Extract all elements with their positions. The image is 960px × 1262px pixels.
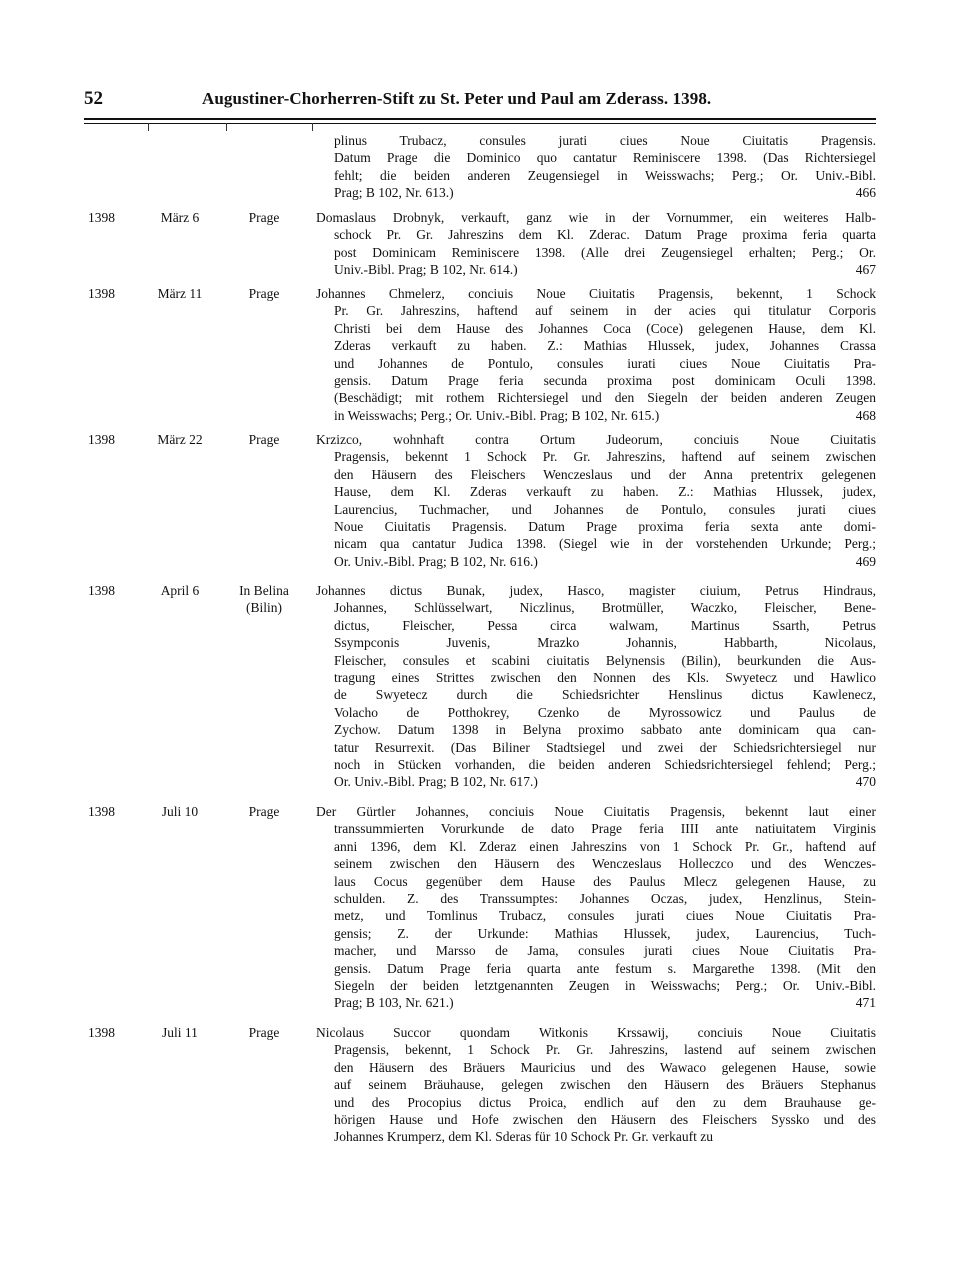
entry-date: März 11 bbox=[157, 286, 203, 301]
line-text: Noue Ciuitatis Pragensis. Datum Prage proxima feria sexta ante domi- bbox=[334, 519, 876, 535]
text-line bbox=[316, 1111, 876, 1128]
line-text: (Beschädigt; mit rothem Richtersiegel und den Siegeln der beiden anderen Zeugen bbox=[334, 390, 876, 406]
text-line bbox=[316, 407, 876, 424]
line-text: tragung eines Strittes zwischen den Nonnen des Kls. Swyetecz und Hawlico bbox=[334, 670, 876, 686]
text-line bbox=[316, 244, 876, 261]
line-text: und Johannes de Pontulo, consules iurati ciues Noue Ciuitatis Pra- bbox=[334, 355, 876, 371]
text-line bbox=[316, 355, 876, 372]
line-text: Zychow. Datum 1398 in Belyna proximo sabbato ante dominicam qua can- bbox=[334, 722, 876, 738]
line-text: schulden. Z. des Transsumptes: Johannes Oczas, judex, Henzlinus, Stein- bbox=[334, 891, 876, 907]
page-header bbox=[84, 88, 876, 114]
line-text: Ssympconis Juvenis, Mrazko Johannis, Habbarth, Nicolaus, bbox=[334, 635, 876, 651]
line-text: post Dominicam Reminiscere 1398. (Alle drei Zeugensiegel erhalten; Perg.; Or. bbox=[334, 244, 876, 260]
line-text: Univ.-Bibl. Prag; B 102, Nr. 614.) bbox=[334, 262, 518, 278]
text-line bbox=[316, 372, 876, 389]
entry-date: Juli 10 bbox=[161, 804, 199, 819]
text-line bbox=[316, 448, 876, 465]
text-line bbox=[316, 149, 876, 166]
line-text: schock Pr. Gr. Jahreszins dem Kl. Zderac. Datum Prage proxima feria quarta bbox=[334, 227, 876, 243]
entry-number: 469 bbox=[855, 553, 876, 569]
text-line bbox=[316, 925, 876, 942]
text-line bbox=[316, 907, 876, 924]
text-line bbox=[316, 739, 876, 756]
text-line bbox=[316, 599, 876, 616]
entry-text bbox=[316, 1024, 876, 1146]
line-text: Pragensis, bekennt, 1 Schock Pr. Gr. Jahreszins, lastend auf seinem zwischen bbox=[334, 1042, 876, 1058]
header-rule-thick bbox=[84, 118, 876, 120]
text-line bbox=[316, 431, 876, 448]
line-text: gensis. Datum Prage feria quarta ante festum s. Margarethe 1398. (Mit den bbox=[334, 960, 876, 976]
line-text: und des Procopius dictus Proica, endlich auf den zu dem Brauhause ge- bbox=[334, 1094, 876, 1110]
line-text: Der Gürtler Johannes, conciuis Noue Ciuitatis Pragensis, bekennt laut einer bbox=[316, 804, 876, 819]
line-text: Prag; B 102, Nr. 613.) bbox=[334, 185, 454, 201]
text-line bbox=[316, 167, 876, 184]
text-line bbox=[316, 617, 876, 634]
text-line bbox=[316, 855, 876, 872]
text-line bbox=[316, 686, 876, 703]
line-text: de Swyetecz durch die Schiedsrichter Henslinus dictus Kawlenecz, bbox=[334, 687, 876, 703]
line-text: Laurencius, Tuchmacher, und Johannes de Pontulo, consules jurati ciues bbox=[334, 501, 876, 517]
line-text: Johannes Chmelerz, conciuis Noue Ciuitatis Pragensis, bekennt, 1 Schock bbox=[316, 286, 876, 301]
entry-number: 466 bbox=[855, 185, 876, 201]
line-text: auf seinem Bräuhause, gelegen zwischen den Häusern des Bräuers Stephanus bbox=[334, 1077, 876, 1093]
entry-number: 470 bbox=[855, 774, 876, 790]
line-text: tatur Resurrexit. (Das Biliner Stadtsiegel und zwei der Schiedsrichtersiegel nur bbox=[334, 739, 876, 755]
entry-date: März 22 bbox=[157, 432, 203, 447]
line-text: noch in Stücken vorhanden, die beiden anderen Schiedsrichtersiegel fehlend; Perg.; bbox=[334, 757, 876, 773]
line-text: Johannes Krumperz, dem Kl. Sderas für 10 Schock Pr. Gr. verkauft zu bbox=[334, 1129, 714, 1145]
line-text: Johannes, Schlüsselwart, Niczlinus, Brotmüller, Waczko, Fleischer, Bene- bbox=[334, 600, 876, 616]
entry-text bbox=[316, 803, 876, 1012]
line-text: Pr. Gr. Jahreszins, haftend auf seinem in der acies qui titulatur Corporis bbox=[334, 303, 876, 319]
text-line bbox=[316, 960, 876, 977]
line-text: gensis. Datum Prage feria secunda proxima post dominicam Oculi 1398. bbox=[334, 373, 876, 389]
text-line bbox=[316, 466, 876, 483]
text-line bbox=[316, 337, 876, 354]
text-line bbox=[316, 132, 876, 149]
entry-year: 1398 bbox=[88, 804, 115, 819]
line-text: Volacho de Potthokrey, Czenko de Myrossowicz und Paulus de bbox=[334, 704, 876, 720]
entry-text bbox=[316, 132, 876, 202]
entry-place: Prage bbox=[248, 804, 280, 819]
text-line bbox=[316, 209, 876, 226]
line-text: den Häusern des Fleischers Wenczeslaus und der Anna pretentrix gelegenen bbox=[334, 466, 876, 482]
text-line bbox=[316, 518, 876, 535]
text-line bbox=[316, 652, 876, 669]
line-text: in Weisswachs; Perg.; Or. Univ.-Bibl. Prag; B 102, Nr. 615.) bbox=[334, 407, 660, 423]
line-text: Or. Univ.-Bibl. Prag; B 102, Nr. 616.) bbox=[334, 553, 538, 569]
text-line bbox=[316, 1024, 876, 1041]
entry-text bbox=[316, 582, 876, 791]
text-line bbox=[316, 977, 876, 994]
text-line bbox=[316, 501, 876, 518]
entry-date: April 6 bbox=[160, 583, 200, 598]
text-line bbox=[316, 261, 876, 278]
line-text: metz, und Tomlinus Trubacz, consules jurati ciues Noue Ciuitatis Pra- bbox=[334, 908, 876, 924]
line-text: hörigen Hause und Hofe zwischen den Häusern des Fleischers Syssko und des bbox=[334, 1112, 876, 1128]
text-line bbox=[316, 1041, 876, 1058]
line-text: Or. Univ.-Bibl. Prag; B 102, Nr. 617.) bbox=[334, 774, 538, 790]
line-text: gensis; Z. der Urkunde: Mathias Hlussek, judex, Laurencius, Tuch- bbox=[334, 925, 876, 941]
text-line bbox=[316, 535, 876, 552]
line-text: Domaslaus Drobnyk, verkauft, ganz wie in der Vornummer, ein weiteres Halb- bbox=[316, 210, 876, 225]
line-text: Pragensis, bekennt 1 Schock Pr. Gr. Jahreszins, haftend auf seinem zwischen bbox=[334, 449, 876, 465]
text-line bbox=[316, 820, 876, 837]
entry-place: In Belina (Bilin) bbox=[239, 583, 289, 616]
text-line bbox=[316, 320, 876, 337]
line-text: Krzizco, wohnhaft contra Ortum Judeorum, conciuis Noue Ciuitatis bbox=[316, 432, 876, 447]
text-line bbox=[316, 483, 876, 500]
entry-place: Prage bbox=[248, 432, 280, 447]
text-line bbox=[316, 285, 876, 302]
text-line bbox=[316, 994, 876, 1011]
text-line bbox=[316, 1059, 876, 1076]
page-number: 52 bbox=[84, 88, 103, 109]
entry-place: Prage bbox=[248, 286, 280, 301]
text-line bbox=[316, 721, 876, 738]
entry-number: 468 bbox=[855, 407, 876, 423]
header-rule-thin bbox=[84, 123, 876, 124]
line-text: dictus, Fleischer, Pessa circa walwam, Martinus Ssarth, Petrus bbox=[334, 617, 876, 633]
text-line bbox=[316, 1128, 876, 1145]
text-line bbox=[316, 773, 876, 790]
entry-place: Prage bbox=[248, 1025, 280, 1040]
column-tick bbox=[226, 123, 227, 131]
text-line bbox=[316, 1076, 876, 1093]
text-line bbox=[316, 582, 876, 599]
entry-year: 1398 bbox=[88, 210, 115, 225]
line-text: nicam qua cantatur Judica 1398. (Siegel wie in der vorstehenden Urkunde; Perg.; bbox=[334, 536, 876, 552]
entry-text bbox=[316, 209, 876, 279]
line-text: Christi bei dem Hause des Johannes Coca (Coce) gelegenen Hause, dem Kl. bbox=[334, 320, 876, 336]
text-line bbox=[316, 634, 876, 651]
entry-year: 1398 bbox=[88, 432, 115, 447]
entry-year: 1398 bbox=[88, 583, 115, 598]
column-tick bbox=[312, 123, 313, 131]
entry-place: Prage bbox=[248, 210, 280, 225]
text-line bbox=[316, 704, 876, 721]
text-line bbox=[316, 756, 876, 773]
entry-number: 467 bbox=[855, 262, 876, 278]
line-text: Fleischer, consules et scabini ciuitatis Belynensis (Bilin), beurkunden die Aus- bbox=[334, 652, 876, 668]
text-line bbox=[316, 302, 876, 319]
entry-number: 471 bbox=[855, 995, 876, 1011]
line-text: fehlt; die beiden anderen Zeugensiegel in Weisswachs; Perg.; Or. Univ.-Bibl. bbox=[334, 167, 876, 183]
text-line bbox=[316, 838, 876, 855]
line-text: transsummierten Vorurkunde de dato Prage feria IIII ante natiuitatem Virginis bbox=[334, 821, 876, 837]
text-line bbox=[316, 890, 876, 907]
column-tick bbox=[148, 123, 149, 131]
entry-year: 1398 bbox=[88, 1025, 115, 1040]
line-text: Nicolaus Succor quondam Witkonis Krssawij, conciuis Noue Ciuitatis bbox=[316, 1025, 876, 1040]
line-text: laus Cocus gegenüber dem Hause des Paulus Mlecz gelegenen Hause, zu bbox=[334, 873, 876, 889]
line-text: seinem zwischen den Häusern des Wenczeslaus Holleczco und des Wenczes- bbox=[334, 856, 876, 872]
text-line bbox=[316, 803, 876, 820]
running-title: Augustiner-Chorherren-Stift zu St. Peter und Paul am Zderass. 1398. bbox=[202, 89, 712, 108]
line-text: den Häusern des Bräuers Mauricius und des Wawaco gelegenen Hause, sowie bbox=[334, 1059, 876, 1075]
text-line bbox=[316, 669, 876, 686]
line-text: macher, und Marsso de Jama, consules jurati ciues Noue Ciuitatis Pra- bbox=[334, 943, 876, 959]
line-text: Datum Prage die Dominico quo cantatur Reminiscere 1398. (Das Richtersiegel bbox=[334, 150, 876, 166]
line-text: anni 1396, dem Kl. Zderaz einen Jahreszins von 1 Schock Pr. Gr., haftend auf bbox=[334, 838, 876, 854]
line-text: Hause, dem Kl. Zderas verkauft zu haben. Z.: Mathias Hlussek, judex, bbox=[334, 484, 876, 500]
line-text: Zderas verkauft zu haben. Z.: Mathias Hlussek, judex, Johannes Crassa bbox=[334, 338, 876, 354]
entry-date: Juli 11 bbox=[162, 1025, 198, 1040]
entry-text bbox=[316, 431, 876, 570]
text-line bbox=[316, 873, 876, 890]
line-text: Johannes dictus Bunak, judex, Hasco, magister ciuium, Petrus Hindraus, bbox=[316, 583, 876, 598]
line-text: Siegeln der beiden letztgenannten Zeugen in Weisswachs; Perg.; Or. Univ.-Bibl. bbox=[334, 978, 876, 994]
line-text: Prag; B 103, Nr. 621.) bbox=[334, 995, 454, 1011]
line-text: plinus Trubacz, consules jurati ciues Noue Ciuitatis Pragensis. bbox=[334, 133, 876, 148]
entry-date: März 6 bbox=[160, 210, 200, 225]
text-line bbox=[316, 184, 876, 201]
text-line bbox=[316, 389, 876, 406]
entry-year: 1398 bbox=[88, 286, 115, 301]
text-line bbox=[316, 553, 876, 570]
text-line bbox=[316, 942, 876, 959]
text-line bbox=[316, 1094, 876, 1111]
entry-text bbox=[316, 285, 876, 424]
text-line bbox=[316, 226, 876, 243]
